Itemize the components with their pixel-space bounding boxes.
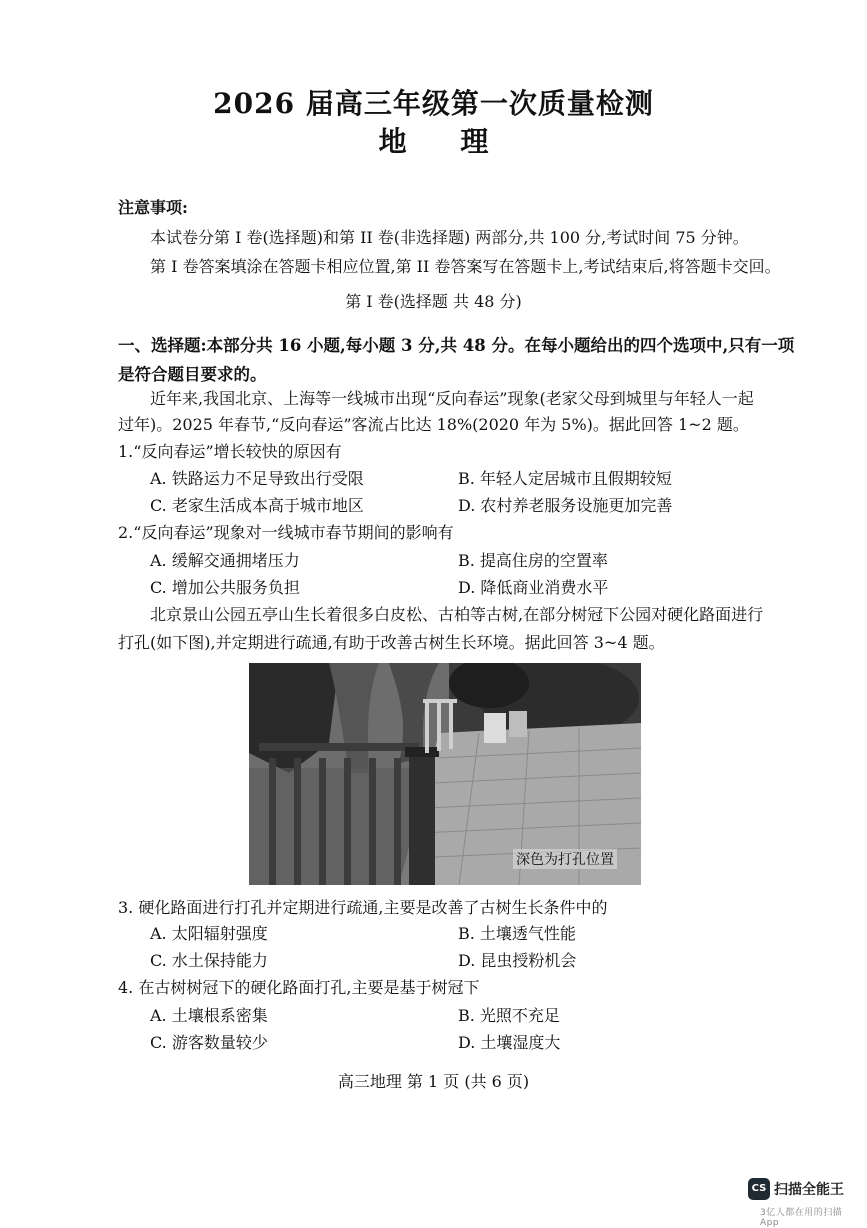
q2-option-c: C. 增加公共服务负担 (150, 578, 300, 597)
q4-option-a: A. 土壤根系密集 (150, 1006, 268, 1025)
camscanner-logo-icon: CS (748, 1178, 770, 1200)
watermark-name: 扫描全能王 (774, 1182, 844, 1198)
q1-stem: 1.“反向春运”增长较快的原因有 (118, 442, 342, 461)
material2-line-2: 打孔(如下图),并定期进行疏通,有助于改善古树生长环境。据此回答 3~4 题。 (118, 633, 665, 652)
notice-line-2: 第 I 卷答案填涂在答题卡相应位置,第 II 卷答案写在答题卡上,考试结束后,将答题卡交回。 (150, 257, 781, 276)
q4-option-c: C. 游客数量较少 (150, 1033, 268, 1052)
material1-line-2: 过年)。2025 年春节,“反向春运”客流占比达 18%(2020 年为 5%)。据此回答 1~2 题。 (118, 415, 749, 434)
q1-option-d: D. 农村养老服务设施更加完善 (458, 496, 673, 515)
q1-option-b: B. 年轻人定居城市且假期较短 (458, 469, 672, 488)
exam-title: 2026 届高三年级第一次质量检测 (213, 87, 654, 120)
q3-option-a: A. 太阳辐射强度 (150, 924, 268, 943)
q2-option-d: D. 降低商业消费水平 (458, 578, 609, 597)
notice-line-1: 本试卷分第 I 卷(选择题)和第 II 卷(非选择题) 两部分,共 100 分,考试时间 75 分钟。 (150, 228, 749, 247)
q4-option-d: D. 土壤湿度大 (458, 1033, 561, 1052)
q3-option-c: C. 水土保持能力 (150, 951, 268, 970)
section1-heading-line-2: 是符合题目要求的。 (118, 365, 267, 384)
q2-option-a: A. 缓解交通拥堵压力 (150, 551, 300, 570)
material2-line-1: 北京景山公园五亭山生长着很多白皮松、古柏等古树,在部分树冠下公园对硬化路面进行 (150, 605, 764, 624)
q1-option-a: A. 铁路运力不足导致出行受限 (150, 469, 364, 488)
q2-stem: 2.“反向春运”现象对一线城市春节期间的影响有 (118, 523, 454, 542)
q2-option-b: B. 提高住房的空置率 (458, 551, 608, 570)
section1-heading-line-1: 一、选择题:本部分共 16 小题,每小题 3 分,共 48 分。在每小题给出的四个选项中,只有一项 (118, 336, 795, 355)
watermark-tagline: 3亿人都在用的扫描App (760, 1208, 843, 1228)
photo-caption: 深色为打孔位置 (513, 849, 617, 869)
part1-title: 第 I 卷(选择题 共 48 分) (345, 292, 522, 311)
q3-stem: 3. 硬化路面进行打孔并定期进行疏通,主要是改善了古树生长条件中的 (118, 898, 608, 917)
material1-line-1: 近年来,我国北京、上海等一线城市出现“反向春运”现象(老家父母到城里与年轻人一起 (150, 389, 754, 408)
scanner-watermark (748, 1178, 858, 1228)
q3-option-b: B. 土壤透气性能 (458, 924, 576, 943)
park-photo (249, 663, 641, 885)
q4-option-b: B. 光照不充足 (458, 1006, 560, 1025)
notice-heading: 注意事项: (118, 198, 188, 217)
page-footer: 高三地理 第 1 页 (共 6 页) (337, 1072, 530, 1091)
q1-option-c: C. 老家生活成本高于城市地区 (150, 496, 364, 515)
q4-stem: 4. 在古树树冠下的硬化路面打孔,主要是基于树冠下 (118, 978, 480, 997)
q3-option-d: D. 昆虫授粉机会 (458, 951, 577, 970)
subject-title: 地 理 (378, 125, 511, 158)
